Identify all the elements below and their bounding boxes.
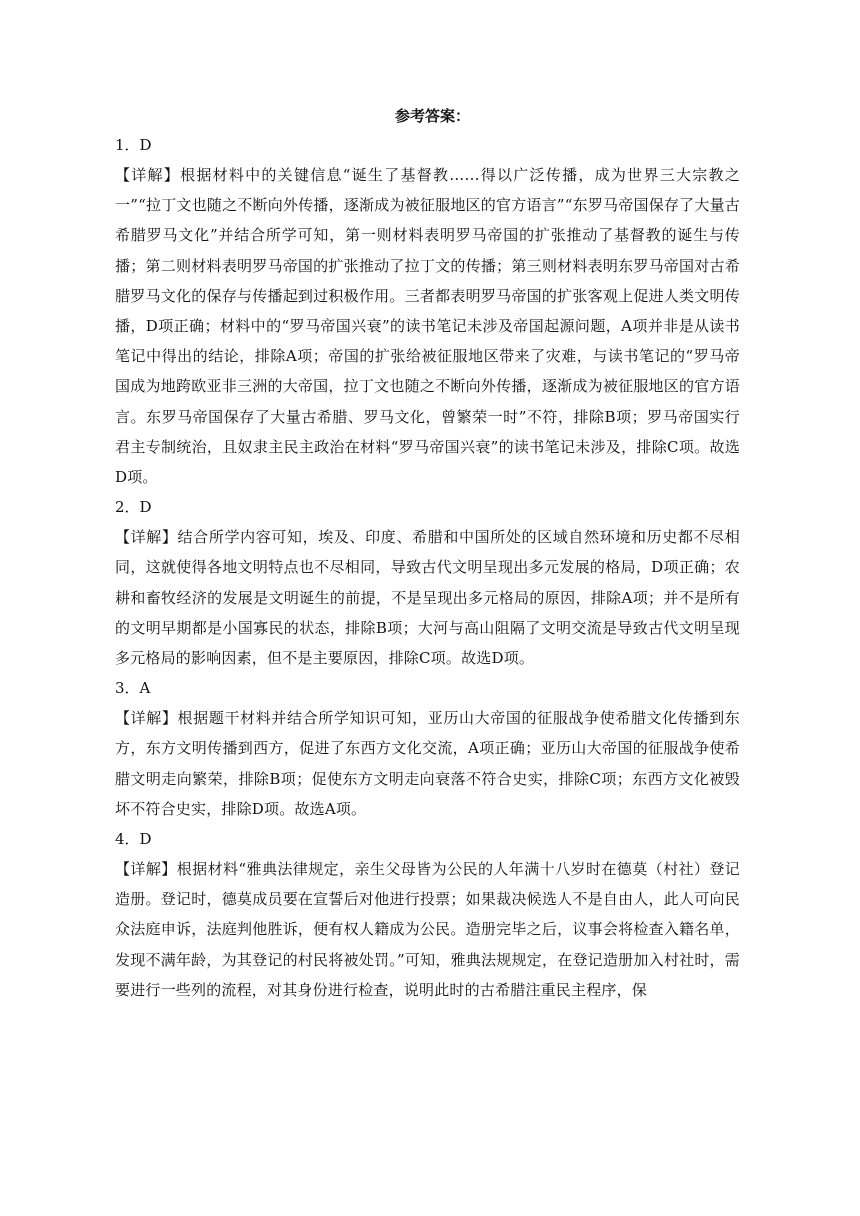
question-3-detail: 【详解】根据题干材料并结合所学知识可知，亚历山大帝国的征服战争使希腊文化传播到东方，东方文明传播到西方，促进了东西方文化交流，A项正确；亚历山大帝国的征服战争使希腊文明走向繁荣，排除B项；促使东方文明走向衰落不符合史实，排除C项；东西方文化被毁坏不符合史实，排除D项。故选A项。 (115, 709, 740, 818)
question-4-number: 4．D (115, 830, 152, 849)
question-1-detail: 【详解】根据材料中的关键信息“诞生了基督教……得以广泛传播，成为世界三大宗教之一”“拉丁文也随之不断向外传播，逐渐成为被征服地区的官方语言”“东罗马帝国保存了大量古希腊罗马文化”并结合所学可知，第一则材料表明罗马帝国的扩张推动了基督教的诞生与传播；第二则材料表明罗马帝国的扩张推动了拉丁文的传播；第三则材料表明东罗马帝国对古希腊罗马文化的保存与传播起到过积极作用。三者都表明罗马帝国的扩张客观上促进人类文明传播，D项正确；材料中的“罗马帝国兴衰”的读书笔记未涉及帝国起源问题，A项并非是从读书笔记中得出的结论，排除A项；帝国的扩张给被征服地区带来了灾难，与读书笔记的“罗马帝国成为地跨欧亚非三洲的大帝国，拉丁文也随之不断向外传播，逐渐成为被征服地区的官方语言。东罗马帝国保存了大量古希腊、罗马文化，曾繁荣一时”不符，排除B项；罗马帝国实行君主专制统治，且奴隶主民主政治在材料“罗马帝国兴衰”的读书笔记未涉及，排除C项。故选D项。 (115, 166, 740, 487)
question-2-detail: 【详解】结合所学内容可知，埃及、印度、希腊和中国所处的区域自然环境和历史都不尽相同，这就使得各地文明特点也不尽相同，导致古代文明呈现出多元发展的格局，D项正确；农耕和畜牧经济的发展是文明诞生的前提，不是呈现出多元格局的原因，排除A项；并不是所有的文明早期都是小国寡民的状态，排除B项；大河与高山阻隔了文明交流是导致古代文明呈现多元格局的影响因素，但不是主要原因，排除C项。故选D项。 (115, 528, 740, 668)
question-2-number: 2．D (115, 498, 152, 517)
question-4-detail: 【详解】根据材料“雅典法律规定，亲生父母皆为公民的人年满十八岁时在德莫（村社）登记造册。登记时，德莫成员要在宣誓后对他进行投票；如果裁决候选人不是自由人，此人可向民众法庭申诉，法庭判他胜诉，便有权人籍成为公民。造册完毕之后，议事会将检查入籍名单，发现不满年龄，为其登记的村民将被处罚。”可知，雅典法规规定，在登记造册加入村社时，需要进行一些列的流程，对其身份进行检查，说明此时的古希腊注重民主程序，保 (115, 860, 740, 999)
question-1-number: 1．D (115, 136, 152, 154)
question-3-number: 3．A (115, 679, 151, 698)
answer-page (115, 102, 740, 1005)
page-title: 参考答案： (394, 107, 470, 125)
